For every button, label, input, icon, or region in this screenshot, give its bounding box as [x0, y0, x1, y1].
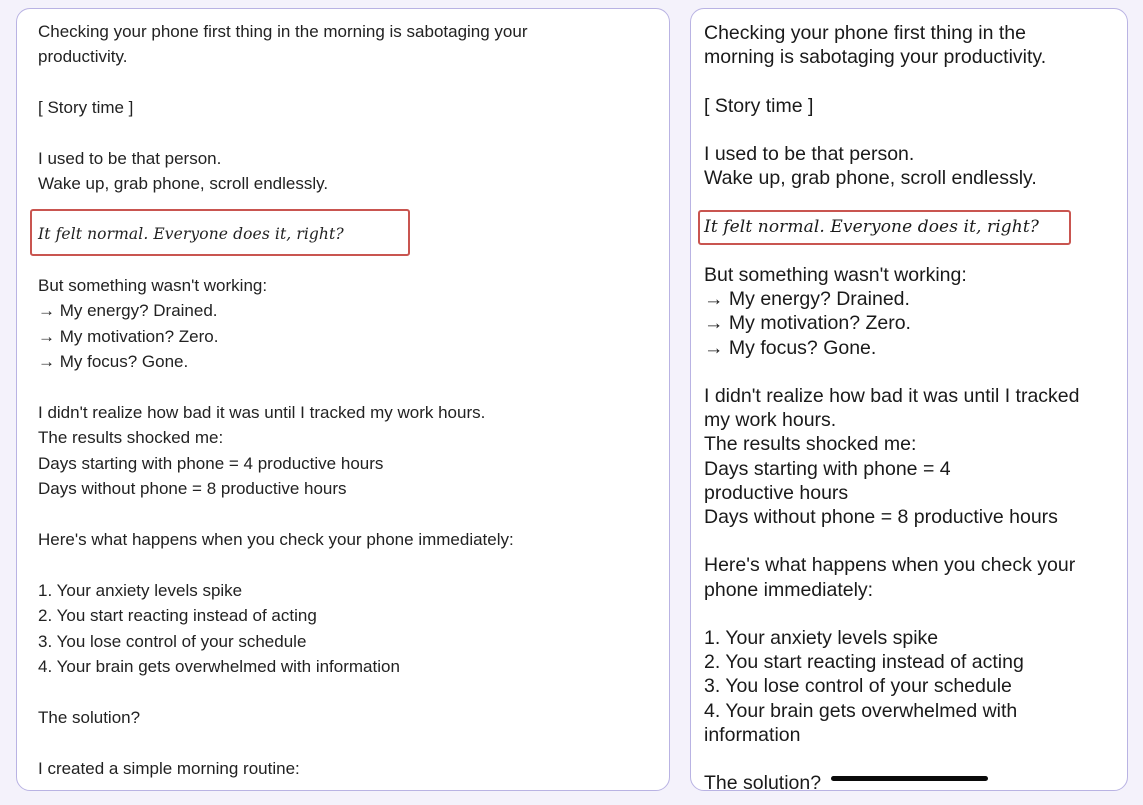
mobile-post-text — [704, 21, 1114, 791]
blank-line — [704, 69, 1114, 93]
post-line: 2. You start reacting instead of acting — [38, 606, 317, 626]
blank-line — [38, 70, 648, 95]
blank-line — [38, 502, 648, 527]
post-line: productivity. — [38, 47, 128, 67]
highlight-box — [30, 209, 410, 256]
blank-line — [38, 552, 648, 577]
post-line: 1. Your anxiety levels spike — [704, 626, 939, 649]
post-line: Checking your phone first thing in the morning is sabotaging your — [38, 22, 528, 41]
post-line: [ Story time ] — [38, 98, 134, 118]
blank-line — [38, 375, 648, 400]
post-line: → My focus? Gone. — [704, 336, 877, 359]
blank-line — [704, 529, 1114, 553]
blank-line — [704, 360, 1114, 384]
desktop-post-text — [38, 19, 648, 781]
post-line: 4. Your brain gets overwhelmed with — [704, 699, 1018, 722]
post-line: Days without phone = 8 productive hours — [38, 479, 347, 499]
post-line: productive hours — [704, 481, 849, 504]
post-line: 4. Your brain gets overwhelmed with information — [38, 657, 400, 677]
italic-line: It felt normal. Everyone does it, right? — [38, 225, 344, 244]
post-line: The results shocked me: — [704, 433, 917, 456]
italic-line: It felt normal. Everyone does it, right? — [704, 216, 1039, 237]
post-line: Days starting with phone = 4 productive hours — [38, 453, 384, 473]
post-line: But something wasn't working: — [704, 263, 967, 286]
post-line: Here's what happens when you check your phone immediately: — [38, 530, 514, 550]
blank-line — [704, 602, 1114, 626]
post-line: The solution? — [38, 707, 141, 727]
blank-line — [38, 730, 648, 755]
post-line: information — [704, 723, 801, 746]
post-line: But something wasn't working: — [38, 276, 268, 295]
blank-line — [38, 679, 648, 704]
post-line: I used to be that person. — [38, 149, 222, 168]
post-line: [ Story time ] — [704, 94, 814, 117]
post-line: phone immediately: — [704, 578, 874, 601]
blank-line — [704, 118, 1114, 142]
post-line: → My motivation? Zero. — [38, 326, 219, 346]
highlight-box — [698, 210, 1071, 245]
post-line: Checking your phone first thing in the — [704, 22, 1026, 44]
post-line: → My motivation? Zero. — [704, 312, 911, 335]
post-line: Here's what happens when you check your — [704, 554, 1076, 577]
post-line: 3. You lose control of your schedule — [704, 675, 1012, 698]
desktop-preview-panel[interactable] — [16, 8, 670, 791]
post-line: → My focus? Gone. — [38, 352, 189, 372]
post-line: The results shocked me: — [38, 428, 224, 448]
post-line: Wake up, grab phone, scroll endlessly. — [38, 174, 329, 194]
blank-line — [38, 121, 648, 146]
post-line: 3. You lose control of your schedule — [38, 631, 307, 651]
post-line: 1. Your anxiety levels spike — [38, 580, 243, 600]
post-line: I created a simple morning routine: — [38, 758, 300, 778]
post-line: I didn't realize how bad it was until I tracked my work hours. — [38, 403, 486, 423]
post-line: I didn't realize how bad it was until I tracked — [704, 384, 1080, 407]
post-line: → My energy? Drained. — [704, 288, 910, 311]
home-indicator — [831, 776, 988, 781]
mobile-preview-panel[interactable] — [690, 8, 1128, 791]
blank-line — [704, 747, 1114, 771]
post-line: morning is sabotaging your productivity. — [704, 46, 1047, 69]
post-line: → My energy? Drained. — [38, 301, 218, 321]
post-line: Days starting with phone = 4 — [704, 457, 951, 480]
post-line: my work hours. — [704, 409, 837, 432]
post-line: The solution? — [704, 772, 822, 791]
post-line: Wake up, grab phone, scroll endlessly. — [704, 167, 1037, 190]
post-line: 2. You start reacting instead of acting — [704, 651, 1024, 674]
post-line: I used to be that person. — [704, 142, 915, 165]
post-line: Days without phone = 8 productive hours — [704, 505, 1058, 528]
